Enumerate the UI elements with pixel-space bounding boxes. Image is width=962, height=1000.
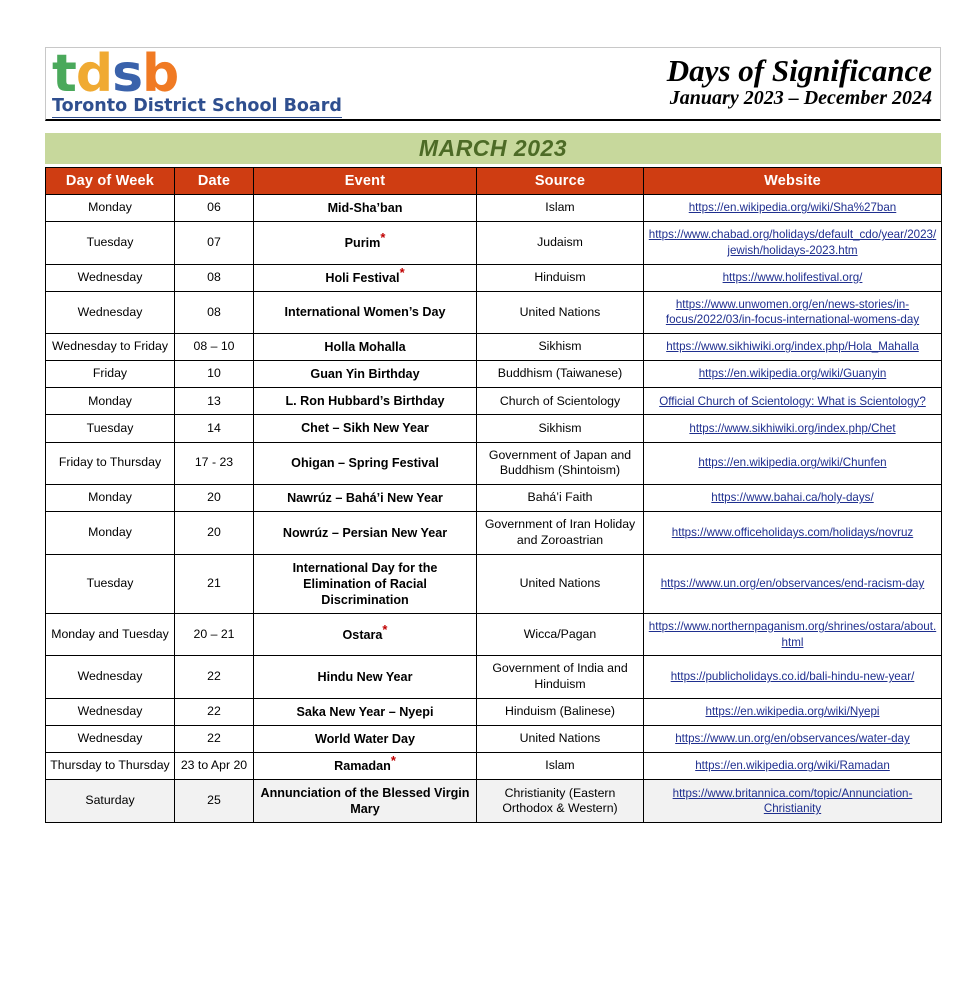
month-banner: MARCH 2023 [45,133,941,164]
cell-day-of-week: Wednesday [46,726,175,753]
cell-event [254,656,477,698]
cell-date: 08 [175,264,254,291]
cell-day-of-week: Monday [46,195,175,222]
cell-day-of-week: Monday [46,388,175,415]
logo-letter-t: t [52,44,76,104]
event-name: International Day for the Elimination of Racial Discrimination [292,560,438,607]
column-header-date: Date [175,168,254,195]
cell-date: 06 [175,195,254,222]
table-row [46,334,942,361]
event-name: Nawrúz – Bahá’i New Year [287,491,443,506]
cell-website [644,442,942,484]
table-row [46,264,942,291]
page-title: Days of Significance [666,53,932,88]
event-name: World Water Day [314,732,416,747]
website-link[interactable]: https://www.chabad.org/holidays/default_cdo/year/2023/jewish/holidays-2023.htm [648,228,937,257]
cell-source: Christianity (Eastern Orthodox & Western) [477,780,644,823]
website-link[interactable]: https://en.wikipedia.org/wiki/Chunfen [698,456,887,470]
cell-website [644,780,942,823]
table-row [46,291,942,333]
cell-day-of-week: Friday [46,361,175,388]
column-header-source: Source [477,168,644,195]
website-link[interactable]: https://en.wikipedia.org/wiki/Ramadan [695,759,890,773]
cell-website [644,512,942,554]
table-row [46,753,942,780]
table-row [46,195,942,222]
cell-website [644,656,942,698]
cell-source: Judaism [477,222,644,264]
cell-source: Hinduism (Balinese) [477,698,644,725]
cell-website [644,726,942,753]
event-name: Mid-Sha’ban [327,201,403,215]
cell-event [254,780,477,823]
table-row [46,698,942,725]
cell-event [254,512,477,554]
cell-website [644,388,942,415]
cell-event [254,388,477,415]
logo-letter-s: s [112,44,143,104]
table-row [46,361,942,388]
cell-source: Sikhism [477,334,644,361]
table-header-row [46,168,942,195]
cell-date: 21 [175,554,254,613]
table-row [46,415,942,442]
logo-letter-d: d [75,44,113,104]
cell-day-of-week: Wednesday to Friday [46,334,175,361]
cell-website [644,361,942,388]
event-name: Purim [344,235,381,250]
cell-date: 08 – 10 [175,334,254,361]
cell-date: 22 [175,698,254,725]
cell-event [254,698,477,725]
asterisk-icon: * [382,621,388,637]
cell-event [254,264,477,291]
cell-date: 22 [175,726,254,753]
cell-source: Hinduism [477,264,644,291]
cell-website [644,222,942,264]
document-masthead [45,44,941,121]
event-name: L. Ron Hubbard’s Birthday [285,394,445,409]
event-name: Hindu New Year [317,670,413,685]
cell-source: United Nations [477,726,644,753]
cell-day-of-week: Wednesday [46,698,175,725]
event-name: Ramadan [334,759,391,774]
cell-event [254,726,477,753]
cell-event [254,442,477,484]
cell-website [644,415,942,442]
cell-day-of-week: Thursday to Thursday [46,753,175,780]
cell-source: United Nations [477,554,644,613]
cell-source: Government of Japan and Buddhism (Shintoism) [477,442,644,484]
cell-day-of-week: Tuesday [46,415,175,442]
cell-day-of-week: Friday to Thursday [46,442,175,484]
event-name: Holla Mohalla [324,340,406,355]
event-name: Ostara [342,627,383,642]
table-row [46,512,942,554]
cell-day-of-week: Tuesday [46,554,175,613]
website-link[interactable]: https://publicholidays.co.id/bali-hindu-new-year/ [670,670,915,684]
website-link[interactable]: https://www.britannica.com/topic/Annunciation-Christianity [672,786,913,816]
website-link[interactable]: Official Church of Scientology: What is Scientology? [659,394,926,408]
table-row [46,726,942,753]
cell-day-of-week: Wednesday [46,264,175,291]
cell-date: 07 [175,222,254,264]
cell-event [254,485,477,512]
cell-source: Government of India and Hinduism [477,656,644,698]
cell-event [254,291,477,333]
cell-website [644,334,942,361]
event-name: Holi Festival [325,270,400,285]
days-of-significance-table [45,167,942,823]
event-name: Annunciation of the Blessed Virgin Mary [260,786,470,817]
website-link[interactable]: https://en.wikipedia.org/wiki/Nyepi [705,705,880,719]
column-header-website: Website [644,168,942,195]
cell-event [254,361,477,388]
event-name: Saka New Year – Nyepi [296,704,434,719]
cell-date: 23 to Apr 20 [175,753,254,780]
event-name: Guan Yin Birthday [310,367,420,382]
asterisk-icon: * [390,752,396,768]
event-name: Ohigan – Spring Festival [291,456,439,471]
cell-day-of-week: Monday and Tuesday [46,613,175,655]
table-row [46,485,942,512]
cell-source: Buddhism (Taiwanese) [477,361,644,388]
website-link[interactable]: https://en.wikipedia.org/wiki/Guanyin [698,367,887,381]
event-name: Chet – Sikh New Year [301,421,429,436]
cell-day-of-week: Monday [46,512,175,554]
cell-date: 13 [175,388,254,415]
table-row [46,222,942,264]
cell-event [254,195,477,222]
document-title-block [667,48,940,110]
website-link[interactable]: https://en.wikipedia.org/wiki/Sha%27ban [688,201,897,215]
cell-day-of-week: Monday [46,485,175,512]
website-link[interactable]: https://www.un.org/en/observances/end-racism-day [660,576,925,590]
cell-date: 14 [175,415,254,442]
asterisk-icon: * [399,264,405,280]
cell-source: Islam [477,753,644,780]
cell-date: 20 [175,485,254,512]
cell-date: 20 – 21 [175,613,254,655]
table-row [46,554,942,613]
cell-website [644,698,942,725]
cell-event [254,415,477,442]
tdsb-wordmark: Toronto District School Board [52,96,342,116]
cell-event [254,753,477,780]
cell-source: Church of Scientology [477,388,644,415]
cell-website [644,195,942,222]
cell-day-of-week: Saturday [46,780,175,823]
cell-website [644,753,942,780]
cell-event [254,222,477,264]
event-name: Nowrúz – Persian New Year [282,525,448,540]
cell-day-of-week: Wednesday [46,656,175,698]
website-link[interactable]: https://www.sikhiwiki.org/index.php/Hola_Mahalla [666,340,919,354]
tdsb-logo [46,44,342,118]
cell-date: 17 - 23 [175,442,254,484]
cell-date: 08 [175,291,254,333]
website-link[interactable]: https://www.un.org/en/observances/water-day [675,732,910,746]
cell-source: Islam [477,195,644,222]
table-header [46,168,942,195]
cell-event [254,613,477,655]
cell-event [254,554,477,613]
tdsb-logo-letters [52,44,342,104]
table-body [46,195,942,823]
cell-day-of-week: Wednesday [46,291,175,333]
table-row [46,388,942,415]
cell-event [254,334,477,361]
cell-date: 20 [175,512,254,554]
website-link[interactable]: https://www.sikhiwiki.org/index.php/Chet [689,421,896,435]
cell-date: 22 [175,656,254,698]
asterisk-icon: * [380,229,386,245]
cell-website [644,264,942,291]
cell-website [644,291,942,333]
website-link[interactable]: https://www.holifestival.org/ [722,270,863,284]
table-row [46,780,942,823]
table-row [46,442,942,484]
cell-website [644,485,942,512]
column-header-day-of-week: Day of Week [46,168,175,195]
website-link[interactable]: https://www.bahai.ca/holy-days/ [711,491,874,505]
logo-letter-b: b [142,44,179,104]
cell-date: 10 [175,361,254,388]
cell-website [644,554,942,613]
column-header-event: Event [254,168,477,195]
website-link[interactable]: https://www.northernpaganism.org/shrines/ostara/about.html [648,619,937,649]
cell-source: Government of Iran Holiday and Zoroastrian [477,512,644,554]
table-row [46,656,942,698]
cell-date: 25 [175,780,254,823]
cell-source: United Nations [477,291,644,333]
cell-website [644,613,942,655]
table-row [46,613,942,655]
website-link[interactable]: https://www.officeholidays.com/holidays/novruz [671,526,914,540]
cell-day-of-week: Tuesday [46,222,175,264]
cell-source: Wicca/Pagan [477,613,644,655]
cell-source: Bahá’i Faith [477,485,644,512]
cell-source: Sikhism [477,415,644,442]
website-link[interactable]: https://www.unwomen.org/en/news-stories/in-focus/2022/03/in-focus-international-womens-day [665,297,920,327]
page-subtitle: January 2023 – December 2024 [669,87,932,110]
event-name: International Women’s Day [284,305,446,320]
